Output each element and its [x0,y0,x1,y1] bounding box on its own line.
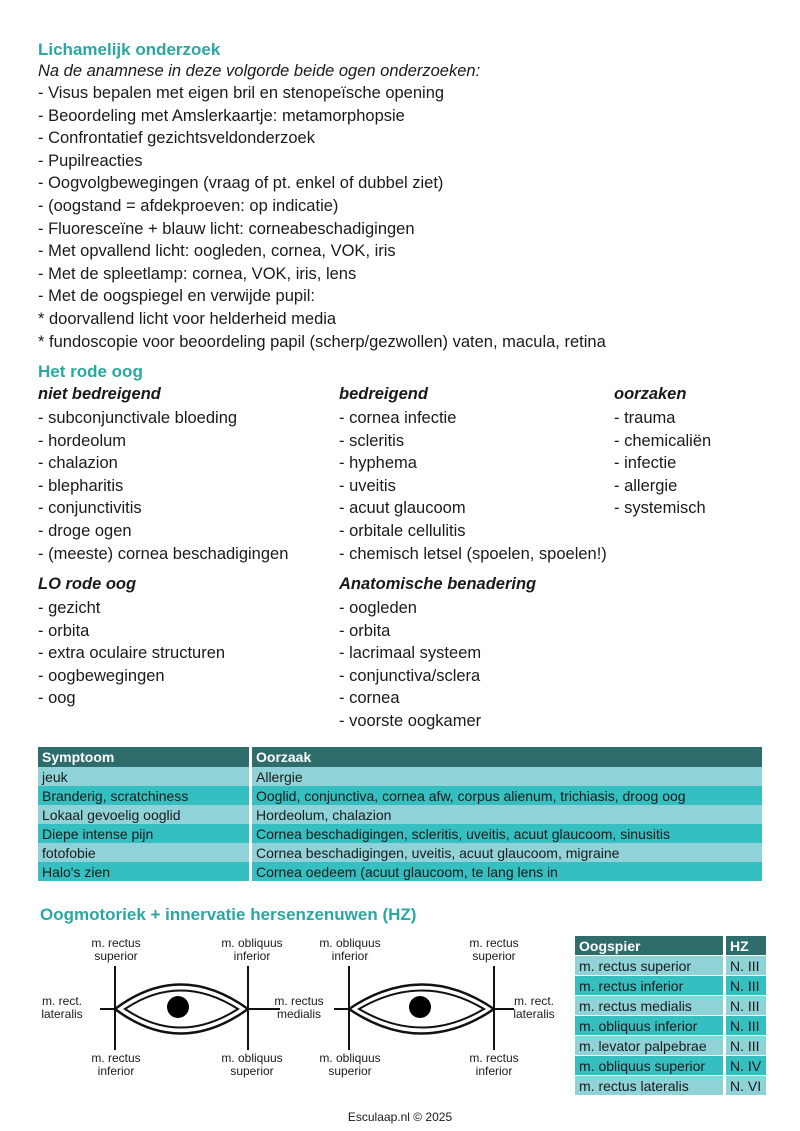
table-cell: Ooglid, conjunctiva, cornea afw, corpus alienum, trichiasis, droog oog [251,786,763,805]
table-cell: m. rectus inferior [575,976,725,996]
pupil-icon [167,996,189,1018]
list-item: - lacrimaal systeem [339,644,482,663]
table-cell: Cornea beschadigingen, uveitis, acuut glaucoom, migraine [251,843,763,862]
table-cell: N. III [725,956,767,976]
list-item: - orbita [339,621,391,640]
list-item: - Met de spleetlamp: cornea, VOK, iris, lens [38,264,357,283]
list-item: - oog [38,689,76,708]
col-heading-anatomische-benadering: Anatomische benadering [339,575,537,593]
table-cell: N. VI [725,1076,767,1096]
table-cell: N. III [725,1016,767,1036]
list-anatomische-benadering [339,597,481,733]
col-heading-lo-rode-oog: LO rode oog [38,575,137,593]
col-heading-oorzaken: oorzaken [614,385,687,403]
list-item: - chemicaliën [614,431,712,450]
list-item: - uveitis [339,476,396,495]
list-item: - subconjunctivale bloeding [38,409,238,427]
list-item: - scleritis [339,431,405,450]
table-cell: m. obliquus superior [575,1056,725,1076]
list-item: - acuut glaucoom [339,499,466,518]
table-cell: Hordeolum, chalazion [251,805,763,824]
list-item: - Met opvallend licht: oogleden, cornea, VOK, iris [38,242,396,261]
list-item: - Fluoresceïne + blauw licht: corneabeschadigingen [38,219,415,238]
list-item: - Oogvolgbewegingen (vraag of pt. enkel of dubbel ziet) [38,174,444,193]
table-row [575,1056,766,1076]
symptom-table [38,747,762,881]
list-lo-rode-oog [38,597,225,710]
list-item: - Confrontatief gezichtsveldonderzoek [38,129,315,148]
label-obliquus-superior: m. obliquus superior [221,1051,283,1078]
list-item: - oogbewegingen [38,666,165,685]
exam-list [38,82,606,353]
list-item: - voorste oogkamer [339,711,482,730]
label-obliquus-inferior: m. obliquus inferior [221,936,283,963]
list-item: - hordeolum [38,431,127,450]
table-cell: Cornea beschadigingen, scleritis, uveitis, acuut glaucoom, sinusitis [251,824,763,843]
list-item: - orbita [38,621,90,640]
list-item: - orbitale cellulitis [339,521,466,540]
table-cell: m. obliquus inferior [575,1016,725,1036]
list-item: - chalazion [38,454,118,473]
table-cell: Diepe intense pijn [38,824,251,843]
list-item: - trauma [614,409,676,427]
table-cell: Allergie [251,767,763,786]
list-item: - blepharitis [38,476,124,495]
column-header: HZ [725,936,767,956]
list-item: - (meeste) cornea beschadigingen [38,544,289,563]
table-row [38,786,762,805]
table-row [38,843,762,862]
table-cell: m. rectus medialis [575,996,725,1016]
col-heading-niet-bedreigend: niet bedreigend [38,385,161,403]
label-rectus-superior: m. rectus superior [91,936,141,963]
column-header: Symptoom [38,747,251,767]
list-item: * fundoscopie voor beoordeling papil (scherp/gezwollen) vaten, macula, retina [38,332,606,351]
list-item: - Beoordeling met Amslerkaartje: metamorphopsie [38,106,405,125]
list-item: - infectie [614,454,677,473]
label-rect-lateralis: m. rect. lateralis [513,994,555,1021]
table-row [38,767,762,786]
column-header: Oogspier [575,936,725,956]
list-item: - extra oculaire structuren [38,644,226,663]
table-cell: N. III [725,1036,767,1056]
list-item: - (oogstand = afdekproeven: op indicatie) [38,196,339,215]
list-item: - oogleden [339,599,417,617]
list-item: - Pupilreacties [38,151,143,170]
label-rectus-superior: m. rectus superior [469,936,519,963]
table-cell: Cornea oedeem (acuut glaucoom, te lang lens in [251,862,763,881]
table-row [575,1076,766,1096]
label-rectus-inferior: m. rectus inferior [469,1051,519,1078]
eye-diagram-left [334,966,514,1050]
list-item: - allergie [614,476,678,495]
table-cell: Branderig, scratchiness [38,786,251,805]
label-obliquus-superior: m. obliquus superior [319,1051,381,1078]
label-rectus-medialis: m. rectus medialis [274,994,324,1021]
section-title-oogmotoriek: Oogmotoriek + innervatie hersenzenuwen (HZ) [40,905,417,924]
table-row [38,862,762,881]
table-cell: Halo's zien [38,862,251,881]
table-cell: N. IV [725,1056,767,1076]
list-bedreigend [339,407,607,565]
table-cell: N. III [725,976,767,996]
list-oorzaken [614,407,711,520]
list-item: - cornea [339,689,400,708]
list-item: - gezicht [38,599,101,617]
section-title-lichamelijk-onderzoek: Lichamelijk onderzoek [38,40,221,59]
label-obliquus-inferior: m. obliquus inferior [319,936,381,963]
label-rectus-inferior: m. rectus inferior [91,1051,141,1078]
table-row [575,1016,766,1036]
list-niet-bedreigend [38,407,288,565]
table-cell: N. III [725,996,767,1016]
table-cell: m. levator palpebrae [575,1036,725,1056]
section-title-het-rode-oog: Het rode oog [38,362,143,381]
pupil-icon [409,996,431,1018]
table-cell: m. rectus superior [575,956,725,976]
list-item: - chemisch letsel (spoelen, spoelen!) [339,544,607,563]
table-row [575,1036,766,1056]
table-cell: Lokaal gevoelig ooglid [38,805,251,824]
table-row [575,996,766,1016]
list-item: - conjunctiva/sclera [339,666,481,685]
column-header: Oorzaak [251,747,763,767]
table-row [575,956,766,976]
footer-copyright: Esculaap.nl © 2025 [347,1110,453,1124]
list-item: - Met de oogspiegel en verwijde pupil: [38,287,315,306]
list-item: - cornea infectie [339,409,457,427]
table-row [575,976,766,996]
list-item: - Visus bepalen met eigen bril en stenopeïsche opening [38,84,445,102]
section-intro: Na de anamnese in deze volgorde beide ogen onderzoeken: [38,62,481,80]
table-header-row [575,936,766,956]
list-item: - systemisch [614,499,706,518]
table-cell: jeuk [38,767,251,786]
list-item: * doorvallend licht voor helderheid media [38,309,337,328]
eye-diagram-right [100,966,280,1050]
table-header-row [38,747,762,767]
list-item: - hyphema [339,454,417,473]
list-item: - conjunctivitis [38,499,142,518]
table-row [38,824,762,843]
col-heading-bedreigend: bedreigend [339,385,428,403]
hz-table [575,936,766,1095]
label-rect-lateralis: m. rect. lateralis [41,994,83,1021]
table-cell: fotofobie [38,843,251,862]
table-row [38,805,762,824]
list-item: - droge ogen [38,521,132,540]
table-cell: m. rectus lateralis [575,1076,725,1096]
